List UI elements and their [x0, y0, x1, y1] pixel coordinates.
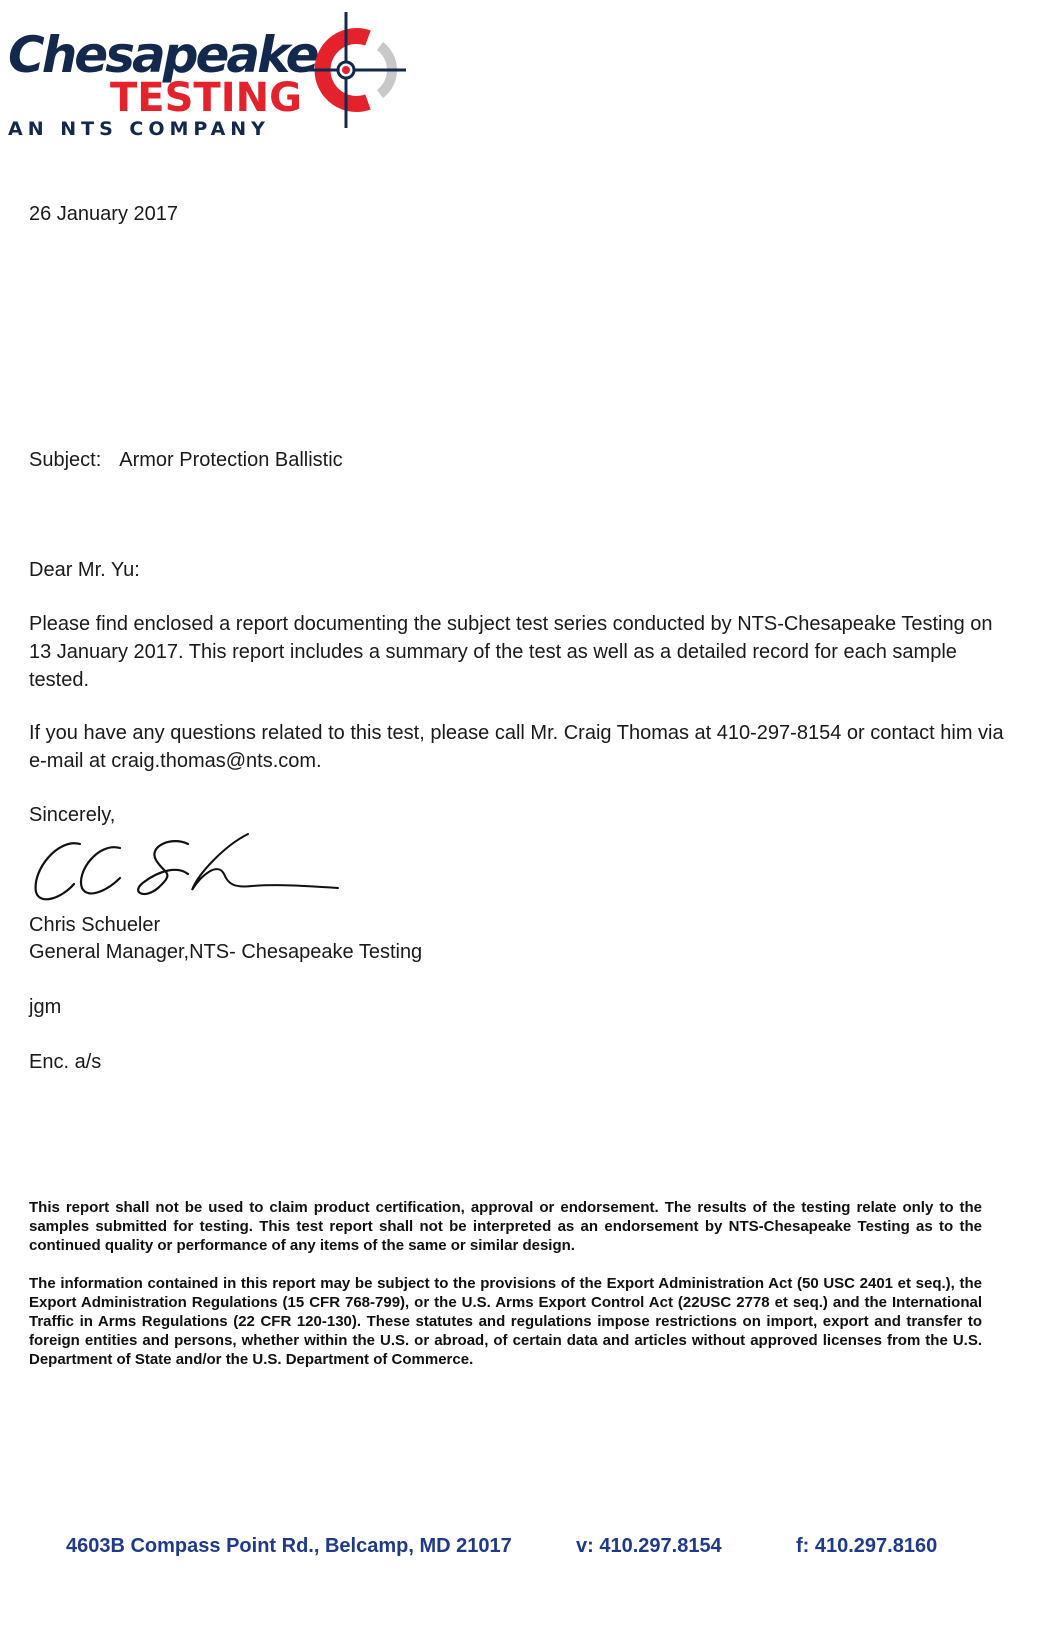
subject-label: Subject:	[29, 449, 102, 471]
logo-tagline: AN NTS COMPANY	[8, 118, 270, 140]
footer-address: 4603B Compass Point Rd., Belcamp, MD 21017	[66, 1535, 512, 1557]
body-paragraph-2: If you have any questions related to this test, please call Mr. Craig Thomas at 410-297-8154 or contact him via e-mail at craig.thomas@nts.com.	[29, 722, 1004, 772]
footer-fax: f: 410.297.8160	[796, 1535, 938, 1557]
salutation: Dear Mr. Yu:	[29, 559, 140, 581]
footer-phone: v: 410.297.8154	[576, 1535, 722, 1557]
handwritten-signature	[28, 830, 348, 910]
body-paragraph-1: Please find enclosed a report documenting the subject test series conducted by NTS-Chesapeake Testing on 13 January 2017. This report includes a summary of the test as well as a detailed record for each sample tested.	[29, 613, 993, 691]
enclosure-note: Enc. a/s	[29, 1051, 102, 1073]
letter-date: 26 January 2017	[29, 203, 179, 225]
disclaimer-paragraph-2: The information contained in this report may be subject to the provisions of the Export Administration Act (50 USC 2401 et seq.), the Export Administration Regulations (15 CFR 768-799), or the U.S. Arms Export Control Act (22USC 2778 et seq.) and the International Traffic in Arms Regulations (22 CFR 120-130). These statutes and regulations impose restrictions on import, export and transfer to foreign entities and persons, whether within the U.S. or abroad, of certain data and articles without approved licenses from the U.S. Department of State and/or the U.S. Department of Commerce.	[29, 1275, 982, 1368]
subject-value: Armor Protection Ballistic	[119, 449, 343, 471]
disclaimer-paragraph-1: This report shall not be used to claim product certification, approval or endorsement. The results of the testing relate only to the samples submitted for testing. This test report shall not be interpreted as an endorsement by NTS-Chesapeake Testing as to the continued quality or performance of any items of the same or similar design.	[29, 1199, 982, 1254]
logo-subword: TESTING	[110, 75, 302, 121]
crosshair-icon	[298, 10, 410, 130]
closing: Sincerely,	[29, 804, 116, 826]
signer-name: Chris Schueler	[29, 914, 161, 936]
typist-initials: jgm	[29, 996, 62, 1018]
logo-wordmark: Chesapeake	[8, 26, 317, 84]
letterhead-footer	[0, 1535, 1060, 1565]
subject-line	[29, 446, 343, 474]
company-logo	[6, 8, 426, 143]
signer-title: General Manager,NTS- Chesapeake Testing	[29, 941, 423, 963]
